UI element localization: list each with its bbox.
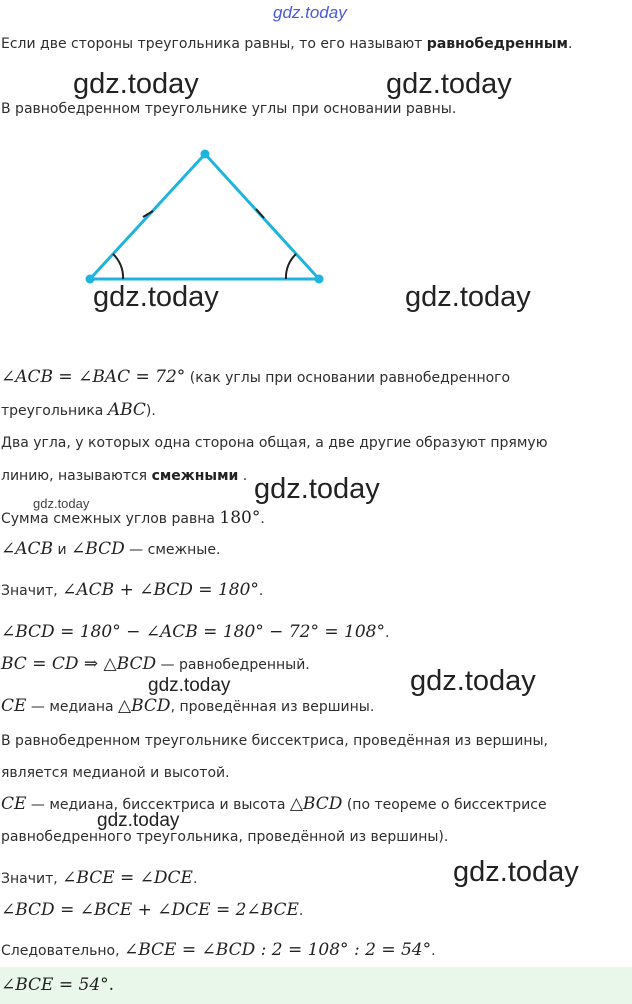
definition-adjacent-1: Два угла, у которых одна сторона общая, а две другие образуют прямую xyxy=(1,435,548,451)
vertex-left xyxy=(86,275,95,284)
base-angle-arc-left xyxy=(113,254,123,279)
solution-line-10: Значит, ∠BCE = ∠DCE. xyxy=(1,868,198,888)
theorem-line-1: В равнобедренном треугольнике биссектриса, проведённая из вершины, xyxy=(1,733,548,749)
answer-box xyxy=(0,967,632,1004)
isosceles-triangle-diagram xyxy=(0,0,632,340)
watermark: gdz.today xyxy=(97,810,180,831)
solution-line-5: ∠BCD = 180° − ∠ACB = 180° − 72° = 108°. xyxy=(1,622,390,642)
definition-base-angles: В равнобедренном треугольнике углы при основании равны. xyxy=(1,101,457,117)
equal-side-tick-right xyxy=(256,209,264,218)
watermark-top: gdz.today xyxy=(273,3,347,22)
watermark: gdz.today xyxy=(73,68,199,100)
vertex-top xyxy=(201,150,210,159)
solution-line-8: CE — медиана, биссектриса и высота △BCD (по теореме о биссектрисе xyxy=(1,794,547,814)
solution-line-3: ∠ACB и ∠BCD — смежные. xyxy=(1,539,221,559)
vertex-right xyxy=(315,275,324,284)
watermark: gdz.today xyxy=(453,856,579,888)
triangle-left-side xyxy=(90,154,205,279)
solution-line-1: ∠ACB = ∠BAC = 72° (как углы при основании равнобедренного xyxy=(1,367,511,387)
adjacent-sum-rule: Сумма смежных углов равна 180°. xyxy=(1,508,265,528)
solution-line-12: Следовательно, ∠BCE = ∠BCD : 2 = 108° : 2 = 54°. xyxy=(1,940,436,960)
theorem-line-2: является медианой и высотой. xyxy=(1,765,230,781)
solution-line-7: CE — медиана △BCD, проведённая из вершины. xyxy=(1,696,375,716)
base-angle-arc-right xyxy=(286,254,296,279)
watermark: gdz.today xyxy=(386,68,512,100)
definition-isosceles: Если две стороны треугольника равны, то его называют равнобедренным. xyxy=(1,36,573,52)
watermark: gdz.today xyxy=(405,281,531,313)
watermark: gdz.today xyxy=(93,281,219,313)
solution-line-9: равнобедренного треугольника, проведённой из вершины). xyxy=(1,829,449,845)
solution-line-2: треугольника ABC). xyxy=(1,400,156,420)
answer-text: ∠BCE = 54°. xyxy=(1,975,115,995)
watermark: gdz.today xyxy=(148,675,231,696)
watermark: gdz.today xyxy=(254,473,380,505)
solution-line-11: ∠BCD = ∠BCE + ∠DCE = 2∠BCE. xyxy=(1,900,304,920)
definition-adjacent-2: линию, называются смежными . xyxy=(1,468,248,484)
watermark: gdz.today xyxy=(33,496,90,511)
watermark: gdz.today xyxy=(410,665,536,697)
solution-line-4: Значит, ∠ACB + ∠BCD = 180°. xyxy=(1,580,264,600)
solution-line-6: BC = CD ⇒ △BCD — равнобедренный. xyxy=(1,654,310,674)
